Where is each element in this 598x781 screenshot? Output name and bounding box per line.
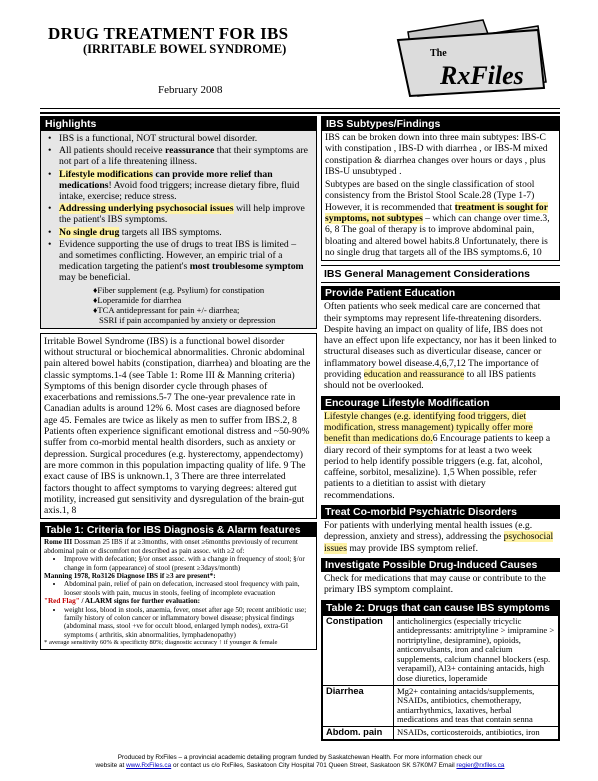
- table-row: [323, 615, 559, 685]
- left-column: [40, 116, 317, 650]
- redflag-text: / ALARM signs for further evaluation:: [79, 597, 201, 606]
- table-cell-drugs: NSAIDs, corticosteroids, antibiotics, iron: [394, 727, 559, 740]
- rome-item: • Improve with defecation; §/or onset assoc. with a change in frequency of stool; §/or change in form (appearance) of stool (present ≥3days/month): [64, 555, 313, 572]
- subtypes-p1: IBS can be broken down into three main subtypes: IBS-C with constipation , IBS-D with diarrhea , or IBS-M mixed constipation & diarrhea changes over hours or days , plus IBS-U unsubtyped .: [325, 132, 548, 177]
- table-cell-category: Abdom. pain: [323, 727, 394, 740]
- drug-induced-heading: Investigate Possible Drug-Induced Causes: [321, 558, 560, 572]
- table2-drugs: [321, 600, 560, 741]
- table-row: [323, 727, 559, 740]
- mgmt-section-drug-induced: [321, 558, 560, 597]
- header-rule-thick: [40, 112, 560, 114]
- right-column: [321, 116, 560, 741]
- table-cell-category: Diarrhea: [323, 685, 394, 726]
- subtypes-p2: Subtypes are based on the single classification of stool consistency from the Bristol Stool Scale.28 (Type 1-7) However, it is recommended that treatment is sought for symptoms, not subtypes – which can change over time.3, 6, 8 The goal of therapy is to improve abdominal pain, bloating and altered bowel habits.8 Unfortunately, there is no single drug that targets all of the IBS symptoms.6, 10: [325, 179, 550, 258]
- footer: [40, 754, 560, 770]
- table-cell-drugs: anticholinergics (especially tricyclic antidepressants: amitriptyline > imipramine > nortriptyline, desipramine), opioids, anticonvulsants, iron and calcium supplements, calcium channel blockers (esp. verapamil), Al3+ containing antacids, high dose diuretics, loperamide: [394, 615, 559, 685]
- website-link[interactable]: www.RxFiles.ca: [126, 762, 172, 770]
- highlight-item: • Lifestyle modifications can provide more relief than medications! Avoid food triggers; increase dietary fibre, fluid intake, exercise; reduce stress.: [59, 169, 312, 203]
- highlight-item: • Addressing underlying psychosocial issues will help improve the patient's IBS symptoms.: [59, 203, 312, 225]
- lifestyle-heading: Encourage Lifestyle Modification: [321, 396, 560, 410]
- email-link[interactable]: regier@rxfiles.ca: [456, 762, 505, 770]
- highlight-item: • No single drug targets all IBS symptoms.: [59, 227, 312, 238]
- rome-list: [44, 555, 313, 572]
- drug-induced-text: Check for medications that may cause or contribute to the primary IBS symptom complaint.: [324, 572, 546, 596]
- table1-heading: Table 1: Criteria for IBS Diagnosis & Alarm features: [41, 523, 316, 537]
- document-date: February 2008: [158, 84, 223, 96]
- table1-criteria: [40, 522, 317, 649]
- manning-list: [44, 580, 313, 597]
- subtypes-box: [321, 116, 560, 261]
- logo-the-text: The: [430, 48, 447, 59]
- highlight-subitem: ♦Loperamide for diarrhea: [93, 294, 182, 305]
- mgmt-section-psychiatric: Treat Co-morbid Psychiatric Disorders For patients with underlying mental health issues (e.g. depression, anxiety and stress), addressing the psychosocial issues may provide IBS symptom relief.: [321, 505, 560, 555]
- manning-item: • Abdominal pain, relief of pain on defecation, increased stool frequency with pain, looser stools with pain, mucus in stools, feeling of incomplete evacuation: [64, 580, 313, 597]
- mgmt-section-education: Provide Patient Education Often patients who seek medical care are concerned that their symptoms may represent life-threatening disorders. Despite having an impact on quality of life, IBS does not have an effect upon life expectancy, nor has it been linked to structural diseases such as diverticular disease, cancer or inflammatory bowel disease.4,6,7,12 The importance of providing education and reassurance to all IBS patients should not be overlooked.: [321, 286, 560, 392]
- highlight-item: • Evidence supporting the use of drugs to treat IBS is limited – and sometimes conflicting. However, an empiric trial of a medication targeting the patient's most troublesome symptom may be beneficial.: [59, 239, 312, 284]
- redflag-label: "Red Flag": [44, 597, 80, 606]
- highlight-subitem: SSRI if pain accompanied by anxiety or depression: [99, 314, 276, 325]
- psychiatric-heading: Treat Co-morbid Psychiatric Disorders: [321, 505, 560, 519]
- intro-paragraph: Irritable Bowel Syndrome (IBS) is a functional bowel disorder without structural or biochemical abnormalities. Chronic abdominal pain altered bowel habits (constipation, diarrhea) and bloating are the classic symptoms.1-4 (see Table 1: Rome III & Manning criteria) Symptoms of this benign disorder cycle through phases of exacerbations and remissions.5-7 The one-year prevalence rate in Canadian adults is around 12% 6. Most cases are diagnosed before age 45. Females are twice as likely as men to suffer from IBS.2, 8 Patients often experience significant emotional distress and ~50-90% suffer from co-morbid mental health disorders, such as anxiety or depression. Surgical procedures (e.g. hysterectomy, appendectomy) are more common in this population impacting quality of life. 9 The exact cause of IBS is unknown.1, 3 There are three interrelated factors thought to affect symptoms to varying degrees: altered gut motility, increased gut sensitivity and dysregulation of the brain-gut axis.1, 8: [40, 333, 317, 520]
- subtypes-heading: IBS Subtypes/Findings: [322, 117, 559, 131]
- education-heading: Provide Patient Education: [321, 286, 560, 300]
- rxfiles-logo: [388, 12, 563, 100]
- table2-heading: Table 2: Drugs that can cause IBS symptoms: [322, 601, 559, 615]
- table2-grid: [322, 615, 559, 740]
- table1-footnote: * average sensitivity 60% & specificity 80%; diagnostic accuracy ↑ if younger & female: [44, 639, 278, 647]
- rome-label: Rome III: [44, 538, 73, 547]
- document-subtitle: (IRRITABLE BOWEL SYNDROME): [83, 42, 287, 56]
- table-row: [323, 685, 559, 726]
- logo-rxfiles-text: RxFiles: [440, 61, 524, 90]
- redflag-list: [44, 606, 313, 640]
- footer-text: website at: [95, 762, 127, 770]
- rome-text: Dossman 25 IBS if at ≥3months, with onset ≥6months previously of recurrent abdominal pain or discomfort not described as pain assoc. with ≥2 of:: [44, 538, 298, 555]
- table-cell-drugs: Mg2+ containing antacids/supplements, NSAIDs, antibiotics, chemotherapy, antiarrhythmics, laxatives, herbal medications and teas that contain senna: [394, 685, 559, 726]
- table-cell-category: Constipation: [323, 615, 394, 685]
- redflag-item: • weight loss, blood in stools, anaemia, fever, onset after age 50; recent antibiotic use; family history of colon cancer or inflammatory bowel disease; physical findings (abdominal mass, stool +ve for occult blood, enlarged lymph nodes), extra-GI symptoms ( arthritis, skin abnormalities, lymphadenopathy): [64, 606, 313, 640]
- highlight-item: • IBS is a functional, NOT structural bowel disorder.: [59, 133, 312, 144]
- mgmt-section-lifestyle: Encourage Lifestyle Modification Lifestyle changes (e.g. identifying food triggers, diet modification, stress management) typically offer more benefit than medications do.6 Encourage patients to keep a diary record of their symptoms for at least a two week period to help identify possible triggers (e.g. fat, alcohol, caffeine, sorbitol, mesalizine). 1,5 When possible, refer patients to a dietitian to assist with dietary recommendations.: [321, 396, 560, 502]
- highlight-subitem: ♦TCA antidepressant for pain +/- diarrhea;: [93, 304, 240, 315]
- highlight-item: • All patients should receive reassurance that their symptoms are not part of a life threatening illness.: [59, 145, 312, 167]
- footer-line1: Produced by RxFiles – a provincial academic detailing program funded by Saskatchewan Health. For more information check our: [117, 754, 483, 761]
- manning-text: Manning 1978, Ro3126 Diagnose IBS if ≥3 are present*:: [44, 572, 216, 581]
- highlights-box: [40, 116, 317, 329]
- document-title: DRUG TREATMENT FOR IBS: [48, 24, 289, 43]
- header-rule: [40, 108, 560, 109]
- table1-body: [41, 537, 316, 648]
- highlights-heading: Highlights: [41, 117, 316, 131]
- highlight-subitem: ♦Fiber supplement (e.g. Psylium) for constipation: [93, 284, 265, 295]
- management-heading: IBS General Management Considerations: [321, 265, 560, 283]
- footer-text: or contact us c/o RxFiles, Saskatoon City Hospital 701 Queen Street, Saskatoon SK S7K0M7 Email: [171, 762, 457, 770]
- highlights-list: [41, 131, 316, 328]
